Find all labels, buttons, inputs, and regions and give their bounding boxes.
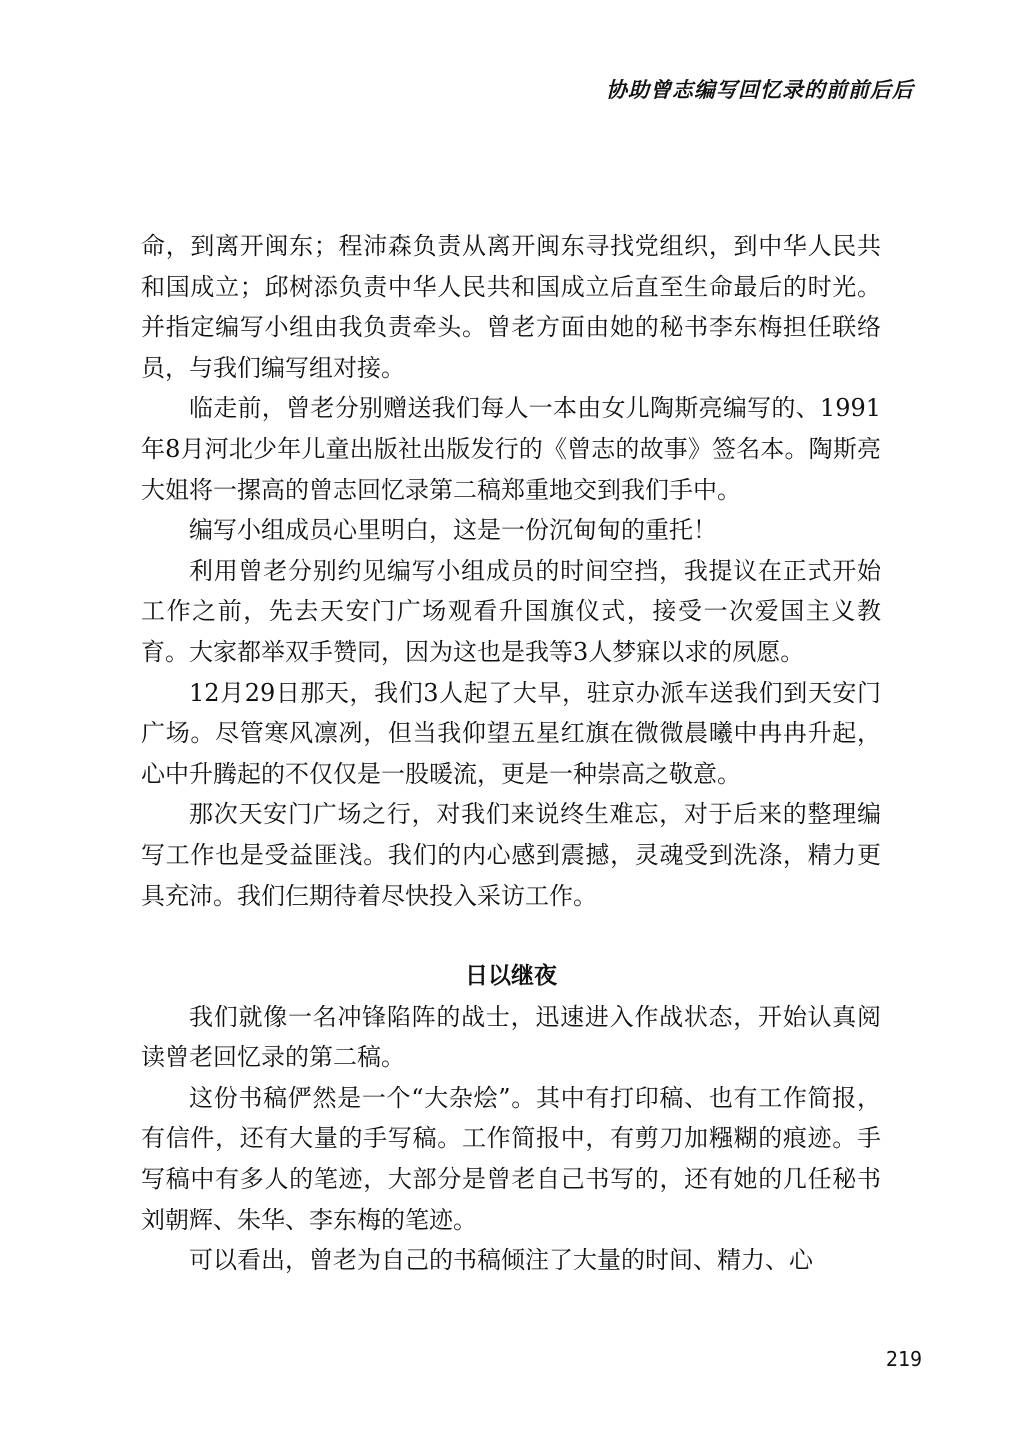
paragraph-4: 利用曾老分别约见编写小组成员的时间空挡，我提议在正式开始工作之前，先去天安门广场观看升国旗仪式，接受一次爱国主义教育。大家都举双手赞同，因为这也是我等3人梦寐以求的夙愿。 xyxy=(141,556,881,666)
paragraph-3: 编写小组成员心里明白，这是一份沉甸甸的重托！ xyxy=(189,516,717,545)
paragraph-7: 我们就像一名冲锋陷阵的战士，迅速进入作战状态，开始认真阅读曾老回忆录的第二稿。 xyxy=(141,1002,881,1072)
paragraph-8: 这份书稿俨然是一个“大杂烩”。其中有打印稿、也有工作简报，有信件，还有大量的手写稿。工作简报中，有剪刀加糨糊的痕迹。手写稿中有多人的笔迹，大部分是曾老自己书写的，还有她的几任秘书刘朝辉、朱华、李东梅的笔迹。 xyxy=(141,1083,881,1234)
body-text xyxy=(141,226,881,1281)
paragraph-1: 命，到离开闽东；程沛森负责从离开闽东寻找党组织，到中华人民共和国成立；邱树添负责中华人民共和国成立后直至生命最后的时光。并指定编写小组由我负责牵头。曾老方面由她的秘书李东梅担任联络员，与我们编写组对接。 xyxy=(141,232,881,382)
page-number: 219 xyxy=(885,1347,922,1371)
paragraph-2: 临走前，曾老分别赠送我们每人一本由女儿陶斯亮编写的、1991年8月河北少年儿童出版社出版发行的《曾志的故事》签名本。陶斯亮大姐将一摞高的曾志回忆录第二稿郑重地交到我们手中。 xyxy=(141,394,881,504)
section-title: 日以继夜 xyxy=(465,962,557,990)
paragraph-5: 12月29日那天，我们3人起了大早，驻京办派车送我们到天安门广场。尽管寒风凛冽，但当我仰望五星红旗在微微晨曦中冉冉升起，心中升腾起的不仅仅是一股暖流，更是一种崇高之敬意。 xyxy=(141,678,881,788)
paragraph-9: 可以看出，曾老为自己的书稿倾注了大量的时间、精力、心 xyxy=(189,1246,813,1275)
running-head-title: 协助曾志编写回忆录的前前后后 xyxy=(606,77,914,102)
paragraph-6: 那次天安门广场之行，对我们来说终生难忘，对于后来的整理编写工作也是受益匪浅。我们的内心感到震撼，灵魂受到洗涤，精力更具充沛。我们仨期待着尽快投入采访工作。 xyxy=(141,800,881,910)
